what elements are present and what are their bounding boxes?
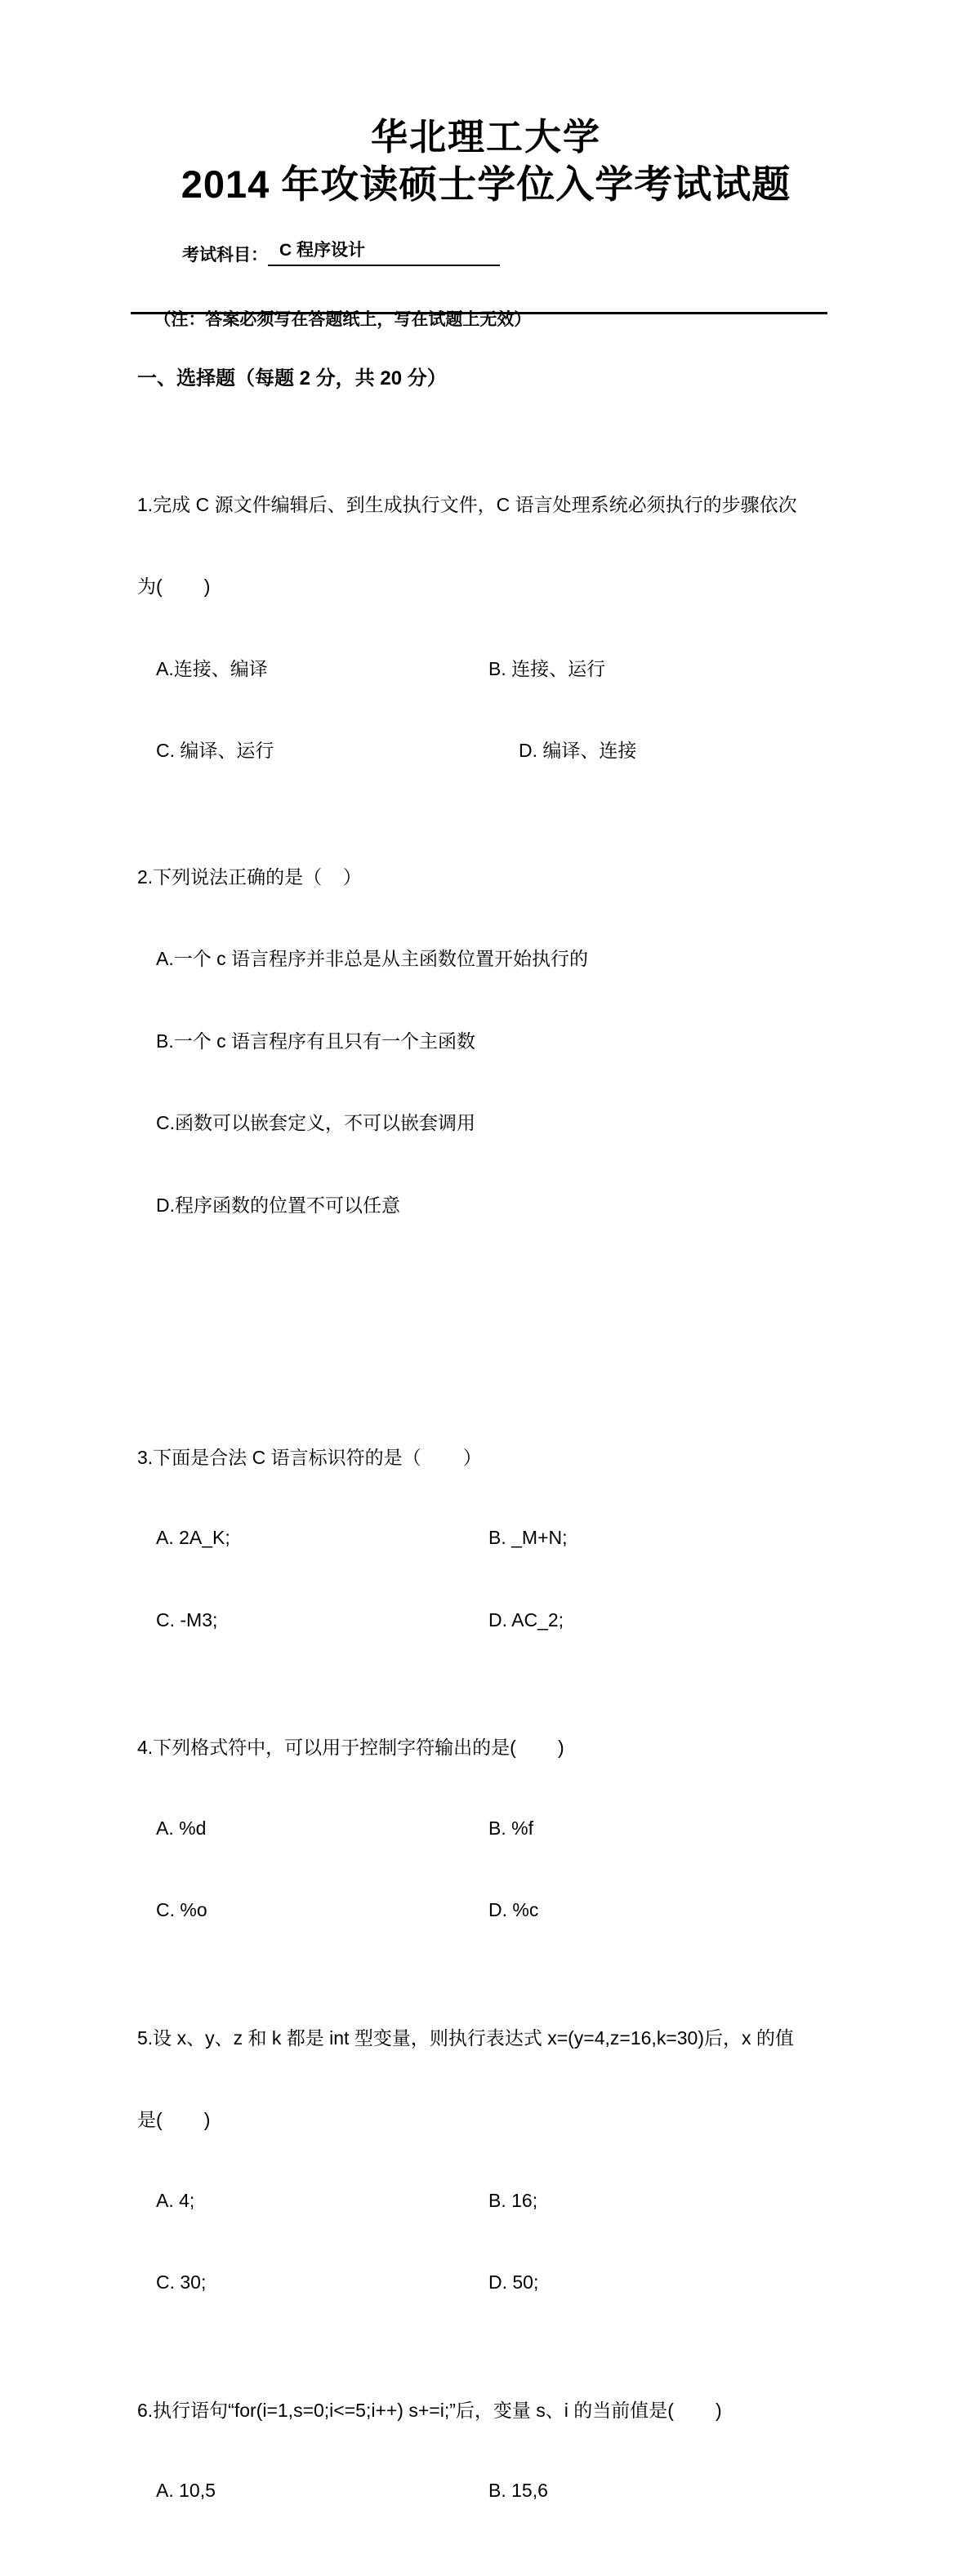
- question-3-stem: [0, 1437, 972, 1475]
- question-1-options-row-2: [0, 731, 972, 769]
- question-3-option-d: D. AC_2;: [488, 1608, 564, 1631]
- answer-note: [131, 287, 827, 329]
- subject-value: C 程序设计: [268, 237, 500, 266]
- question-5-option-a: A. 4;: [156, 2189, 195, 2211]
- question-1-option-b: B. 连接、运行: [488, 657, 606, 679]
- question-2-option-b: B.一个 c 语言程序有且只有一个主函数: [156, 1030, 476, 1052]
- question-3-options-row-2: [0, 1601, 972, 1639]
- question-6-option-b: B. 15,6: [488, 2480, 548, 2502]
- question-4-stem: [0, 1728, 972, 1766]
- question-2-option-a-row: [0, 939, 972, 977]
- question-text: 为( ): [137, 576, 211, 598]
- question-1-stem-line-1: [0, 484, 972, 523]
- question-6-option-a: A. 10,5: [156, 2480, 216, 2502]
- blank-line: [0, 1311, 972, 1350]
- question-text: 3.下面是合法 C 语言标识符的是（ ）: [137, 1446, 482, 1468]
- section-heading: 一、选择题（每题 2 分，共 20 分）: [137, 367, 447, 389]
- question-5-options-row-2: [0, 2264, 972, 2302]
- question-text: 6.执行语句“for(i=1,s=0;i<=5;i++) s+=i;”后，变量 s、i 的当前值是( ): [137, 2399, 722, 2421]
- question-2-option-c-row: [0, 1103, 972, 1141]
- question-2-stem: [0, 856, 972, 895]
- question-text: 是( ): [137, 2109, 211, 2131]
- subject-row: [182, 238, 500, 266]
- question-4-option-d: D. %c: [488, 1899, 539, 1921]
- question-5-option-c: C. 30;: [156, 2271, 207, 2293]
- question-5-stem-line-2: [0, 2100, 972, 2138]
- university-title: 华北理工大学: [370, 116, 601, 158]
- question-2-option-a: A.一个 c 语言程序并非总是从主函数位置开始执行的: [156, 948, 589, 970]
- question-2-option-b-row: [0, 1021, 972, 1059]
- question-text: 1.完成 C 源文件编辑后、到生成执行文件，C 语言处理系统必须执行的步骤依次: [137, 493, 797, 515]
- question-5-option-d: D. 50;: [488, 2271, 539, 2293]
- question-5-options-row-1: [0, 2182, 972, 2220]
- question-5-stem-line-1: [0, 2018, 972, 2056]
- question-list: [0, 396, 972, 2576]
- exam-title: 2014 年攻读硕士学位入学考试试题: [181, 162, 791, 206]
- question-6-stem: [0, 2390, 972, 2428]
- question-1-option-a: A.连接、编译: [156, 657, 268, 679]
- question-1-option-d: D. 编译、连接: [519, 740, 637, 762]
- question-1-stem-line-2: [0, 567, 972, 605]
- question-4-option-b: B. %f: [488, 1817, 533, 1839]
- question-5-option-b: B. 16;: [488, 2189, 538, 2211]
- answer-note-text: （注：答案必须写在答题纸上，写在试题上无效）: [154, 310, 532, 329]
- question-6-options-row-1: [0, 2472, 972, 2511]
- subject-label: 考试科目：: [182, 246, 268, 265]
- question-1-option-c: C. 编译、运行: [156, 740, 274, 762]
- question-3-options-row-1: [0, 1519, 972, 1558]
- question-3-option-c: C. -M3;: [156, 1608, 218, 1631]
- question-4-options-row-1: [0, 1809, 972, 1848]
- question-text: 5.设 x、y、z 和 k 都是 int 型变量，则执行表达式 x=(y=4,z=16,k=30)后，x 的值: [137, 2027, 794, 2049]
- question-2-option-d: D.程序函数的位置不可以任意: [156, 1194, 400, 1216]
- question-3-option-a: A. 2A_K;: [156, 1527, 230, 1549]
- question-2-option-d-row: [0, 1185, 972, 1223]
- question-4-option-c: C. %o: [156, 1899, 207, 1921]
- question-text: 4.下列格式符中，可以用于控制字符输出的是( ): [137, 1737, 564, 1759]
- question-text: 2.下列说法正确的是（ ）: [137, 865, 362, 888]
- question-2-option-c: C.函数可以嵌套定义，不可以嵌套调用: [156, 1112, 475, 1134]
- question-4-option-a: A. %d: [156, 1817, 207, 1839]
- question-1-options-row-1: [0, 648, 972, 687]
- question-3-option-b: B. _M+N;: [488, 1527, 568, 1549]
- question-4-options-row-2: [0, 1892, 972, 1930]
